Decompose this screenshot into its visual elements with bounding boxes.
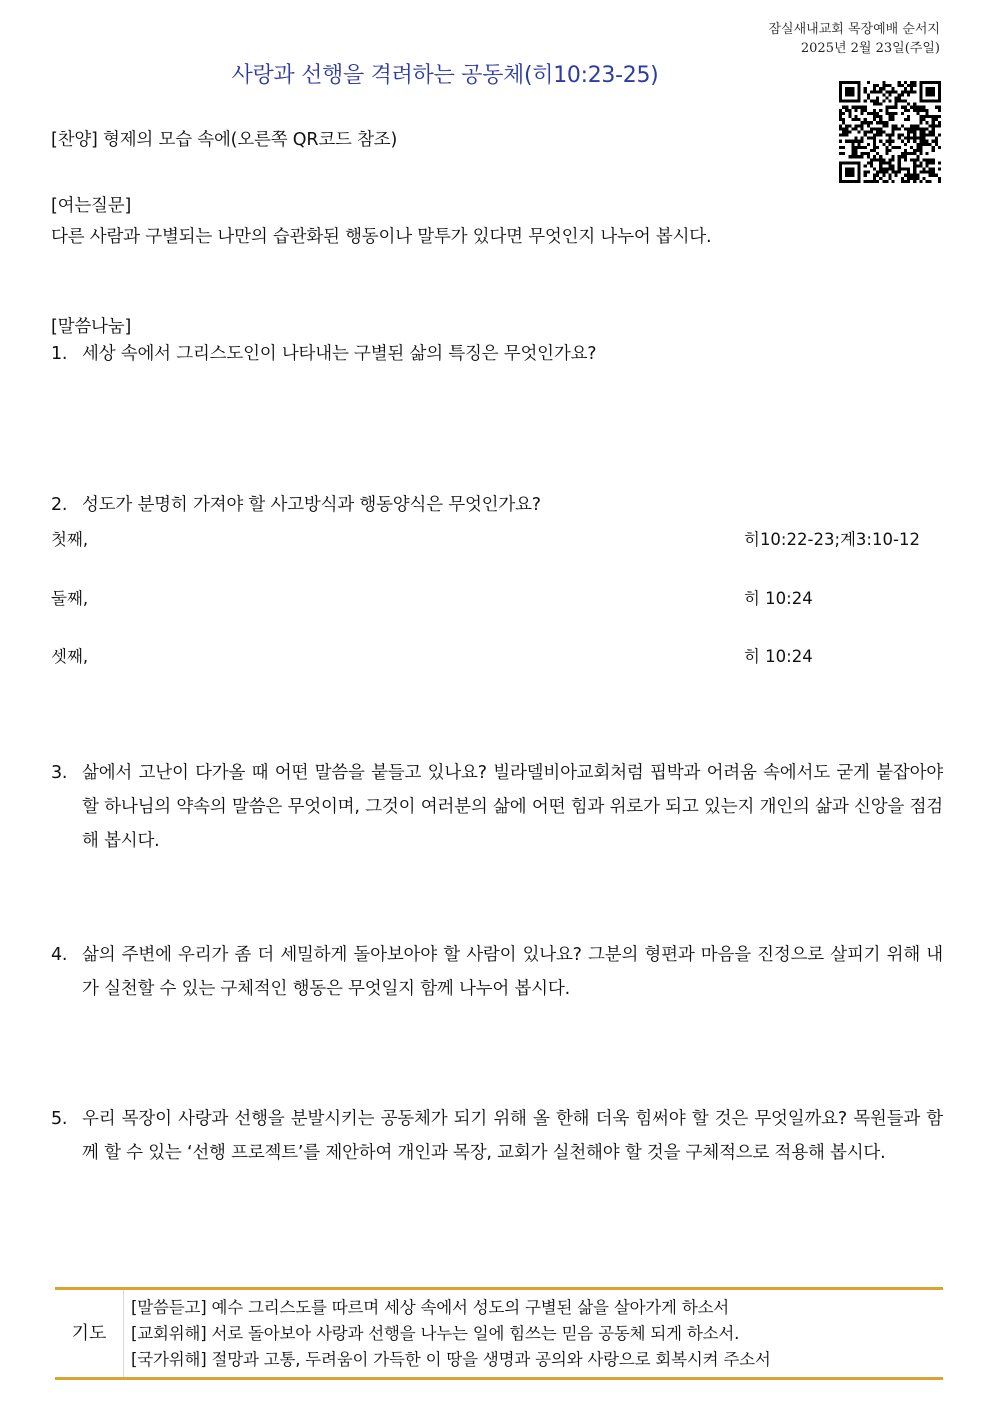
document-header xyxy=(768,20,940,58)
prayer-list xyxy=(131,1295,771,1373)
sub-item-first xyxy=(51,526,931,550)
page-title: 사랑과 선행을 격려하는 공동체(히10:23-25) xyxy=(231,63,659,88)
prayer-item: [교회위해] 서로 돌아보아 사랑과 선행을 나누는 일에 힘쓰는 믿음 공동체 되게 하소서. xyxy=(131,1324,740,1343)
church-name: 잠실새내교회 목장예배 순서지 xyxy=(768,22,940,37)
question-1 xyxy=(51,337,943,371)
sub-item-label: 셋째, xyxy=(51,647,89,666)
sub-item-second xyxy=(51,585,931,609)
prayer-item: [국가위해] 절망과 고통, 두려움이 가득한 이 땅을 생명과 공의와 사랑으로 회복시켜 주소서 xyxy=(131,1350,771,1369)
question-4 xyxy=(51,938,943,1006)
question-3 xyxy=(51,756,943,858)
opening-question-heading: [여는질문] xyxy=(51,196,132,216)
scripture-reference: 히 10:24 xyxy=(744,647,813,666)
service-date: 2025년 2월 23일(주일) xyxy=(800,41,940,56)
sub-item-label: 첫째, xyxy=(51,530,89,549)
question-number: 4. xyxy=(51,945,68,965)
question-text: 삶의 주변에 우리가 좀 더 세밀하게 돌아보아야 할 사람이 있나요? 그분의 형편과 마음을 진정으로 살피기 위해 내가 실천할 수 있는 구체적인 행동은 무엇일지 함께 나누어 봅시다. xyxy=(82,945,943,999)
question-5 xyxy=(51,1102,943,1170)
question-text: 우리 목장이 사랑과 선행을 분발시키는 공동체가 되기 위해 올 한해 더욱 힘써야 할 것은 무엇일까요? 목원들과 함께 할 수 있는 ‘선행 프로젝트’를 제안하여 개인과 목장, 교회가 실천해야 할 것을 구체적으로 적용해 봅시다. xyxy=(82,1109,943,1163)
question-2 xyxy=(51,488,943,522)
question-text: 삶에서 고난이 다가올 때 어떤 말씀을 붙들고 있나요? 빌라델비아교회처럼 핍박과 어려움 속에서도 굳게 붙잡아야 할 하나님의 약속의 말씀은 무엇이며, 그것이 여러분의 삶에 어떤 힘과 위로가 되고 있는지 개인의 삶과 신앙을 점검해 봅시다. xyxy=(82,763,943,851)
qr-code-icon[interactable] xyxy=(839,81,941,183)
sub-item-third xyxy=(51,643,931,667)
prayer-item: [말씀듣고] 예수 그리스도를 따르며 세상 속에서 성도의 구별된 삶을 살아가게 하소서 xyxy=(131,1298,730,1317)
question-number: 1. xyxy=(51,344,68,364)
question-text: 성도가 분명히 가져야 할 사고방식과 행동양식은 무엇인가요? xyxy=(82,495,541,515)
sub-item-label: 둘째, xyxy=(51,589,89,608)
prayer-label: 기도 xyxy=(55,1290,124,1377)
hymn-line: [찬양] 형제의 모습 속에(오른쪽 QR코드 참조) xyxy=(51,130,398,150)
opening-question-text: 다른 사람과 구별되는 나만의 습관화된 행동이나 말투가 있다면 무엇인지 나누어 봅시다. xyxy=(51,227,712,247)
scripture-reference: 히10:22-23;계3:10-12 xyxy=(744,530,920,549)
question-number: 5. xyxy=(51,1109,68,1129)
question-text: 세상 속에서 그리스도인이 나타내는 구별된 삶의 특징은 무엇인가요? xyxy=(82,344,597,364)
scripture-reference: 히 10:24 xyxy=(744,589,813,608)
sharing-heading: [말씀나눔] xyxy=(51,317,132,337)
question-number: 3. xyxy=(51,763,68,783)
question-number: 2. xyxy=(51,495,68,515)
prayer-box xyxy=(55,1287,943,1380)
